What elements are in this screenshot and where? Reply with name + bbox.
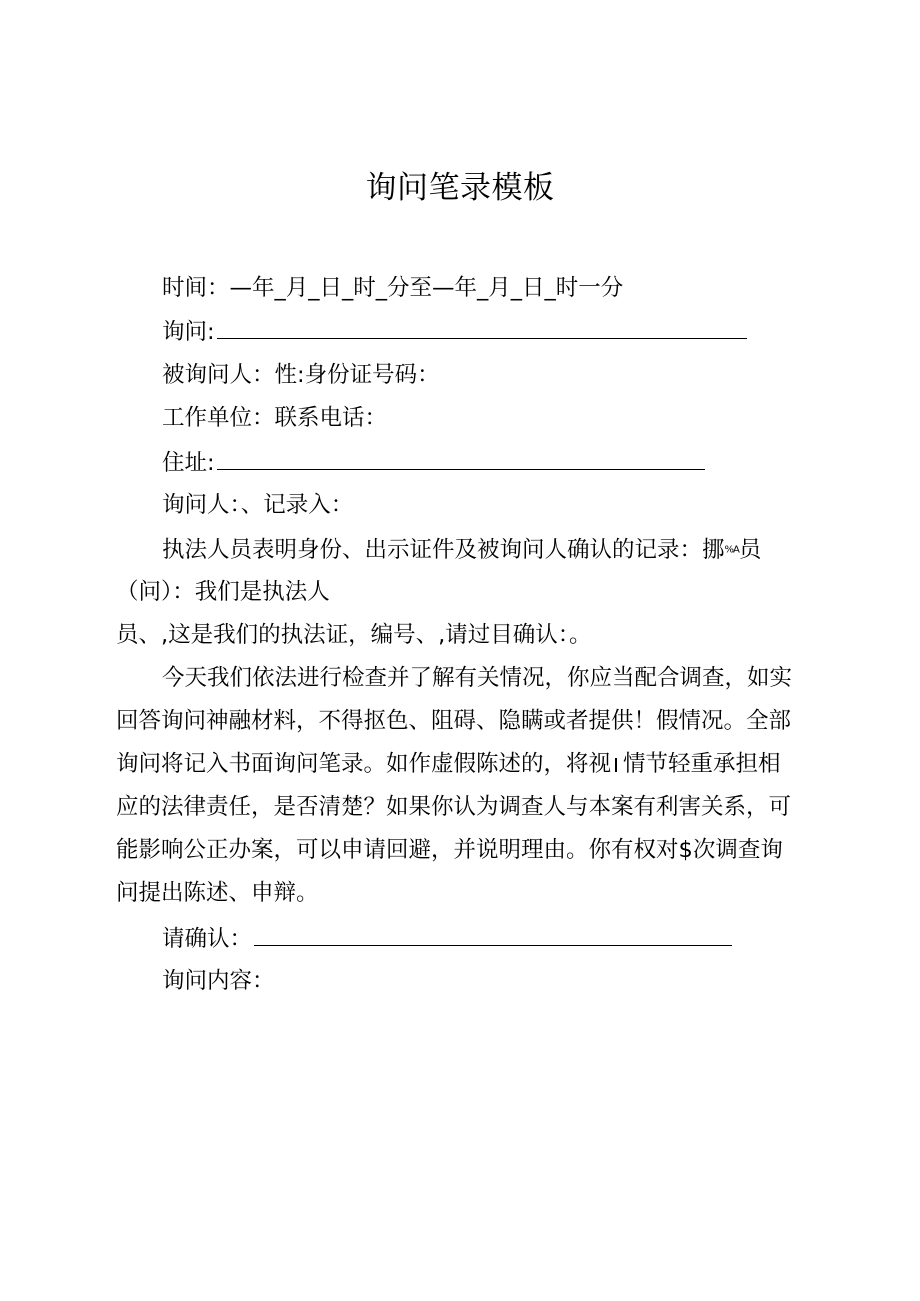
interviewer-field: 询问人：、记录入： bbox=[162, 492, 354, 518]
intro-line-1-text: 执法人员表明身份、出示证件及被询问人确认的记录：挪 bbox=[162, 537, 725, 563]
address-field bbox=[162, 447, 705, 478]
intro-line-1 bbox=[162, 535, 761, 566]
confirm-field bbox=[162, 923, 732, 954]
notice-line-5: 能影响公正办案，可以申请回避，并说明理由。你有权对$次调查询 bbox=[116, 837, 783, 863]
time-field: 时间：—年_月_日_时_分至—年_月_日_时一分 bbox=[162, 275, 624, 301]
workplace-field: 工作单位：联系电话： bbox=[162, 405, 388, 431]
notice-line-4: 应的法律责任，是否清楚？如果你认为调查人与本案有利害关系，可 bbox=[116, 794, 792, 820]
confirm-blank-line bbox=[254, 923, 732, 946]
confirm-label: 请确认： bbox=[162, 926, 253, 952]
address-label: 住址: bbox=[162, 450, 215, 476]
page-title: 询问笔录模板 bbox=[365, 170, 555, 206]
content-label: 询问内容： bbox=[162, 968, 275, 994]
interviewee-field: 被询问人：性:身份证号码： bbox=[162, 362, 440, 388]
notice-line-1: 今天我们依法进行检查并了解有关情况，你应当配合调查，如实 bbox=[162, 665, 793, 691]
location-label: 询问: bbox=[162, 319, 215, 345]
intro-line-1-mark: %A bbox=[724, 544, 739, 556]
notice-line-3 bbox=[116, 749, 781, 779]
stray-mark bbox=[615, 758, 617, 772]
intro-line-3: 员、,这是我们的执法证，编号、,请过目确认：。 bbox=[116, 622, 592, 648]
notice-line-2: 回答询问神融材料，不得抠色、阻碍、隐瞒或者提供！假情况。全部 bbox=[116, 708, 792, 734]
notice-line-3-text: 询问将记入书面询问笔录。如作虚假陈述的，将视 bbox=[116, 751, 612, 777]
location-field bbox=[162, 316, 747, 347]
address-blank-line bbox=[217, 447, 705, 470]
intro-line-1-end: 员 bbox=[738, 537, 762, 563]
notice-line-3-end: 情节轻重承担相 bbox=[623, 751, 781, 777]
location-blank-line bbox=[217, 316, 747, 339]
notice-line-6: 问提出陈述、申辩。 bbox=[116, 880, 319, 906]
intro-line-2: （问）：我们是执法人 bbox=[116, 579, 330, 605]
